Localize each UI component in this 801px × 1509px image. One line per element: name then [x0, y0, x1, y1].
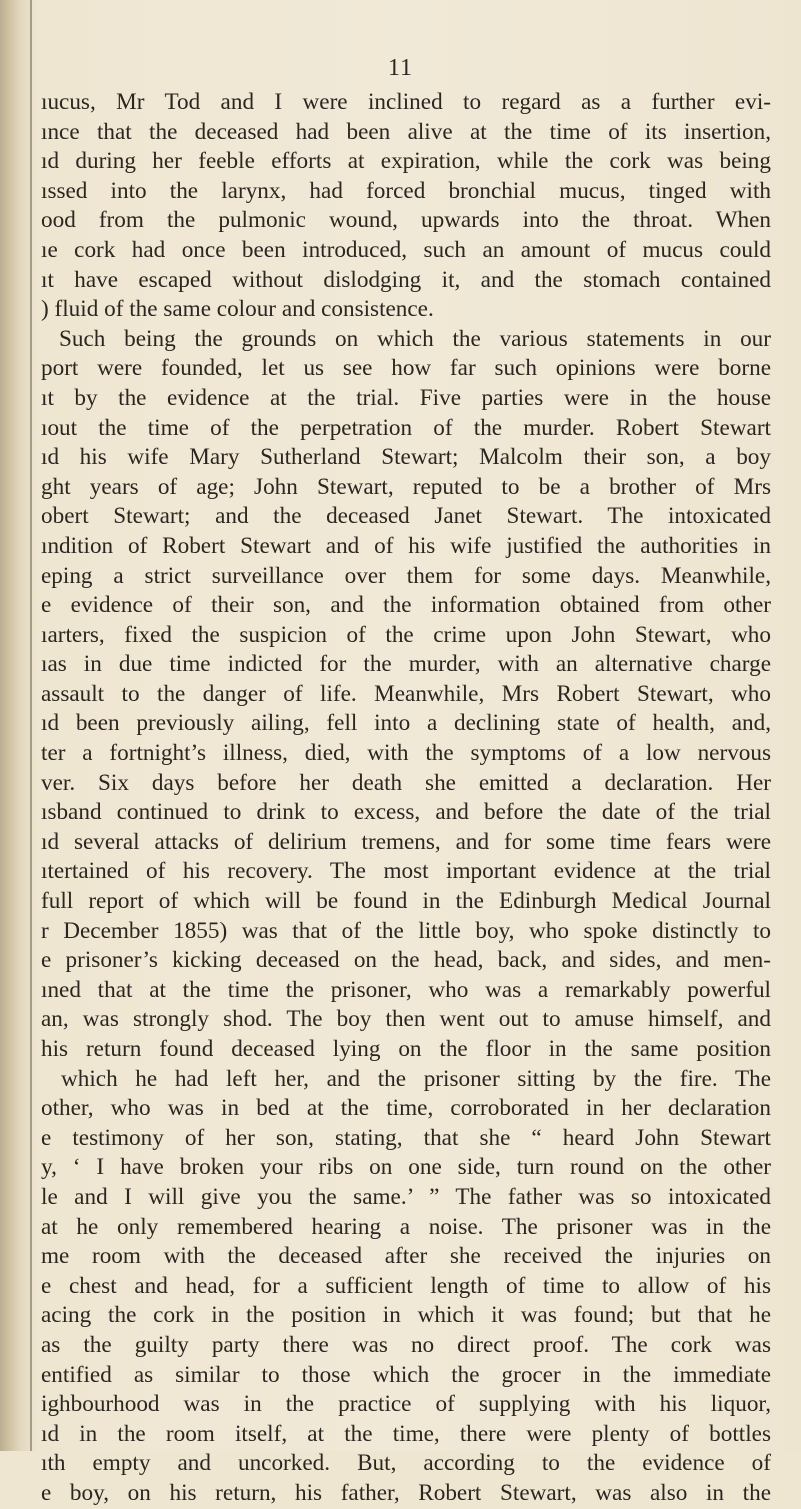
text-line: ght years of age; John Stewart, reputed to be a brother of Mrs: [41, 473, 771, 500]
text-line: ınce that the deceased had been alive at the time of its insertion,: [41, 118, 771, 145]
text-line: ıt have escaped without dislodging it, and the stomach contained: [41, 266, 771, 293]
text-line: ıd in the room itself, at the time, there were plenty of bottles: [41, 1420, 771, 1447]
text-line: ) fluid of the same colour and consistence.: [41, 296, 434, 323]
text-line: acing the cork in the position in which it was found; but that he: [41, 1302, 771, 1329]
text-line: ighbourhood was in the practice of supplying with his liquor,: [41, 1391, 771, 1418]
text-line: an, was strongly shod. The boy then went out to amuse himself, and: [41, 1006, 771, 1033]
text-line: ıucus, Mr Tod and I were inclined to regard as a further evi-: [41, 89, 771, 115]
text-line: port were founded, let us see how far such opinions were borne: [41, 355, 771, 382]
text-line: as the guilty party there was no direct proof. The cork was: [41, 1331, 771, 1358]
text-line: e evidence of their son, and the information obtained from other: [41, 592, 771, 619]
text-line: me room with the deceased after she received the injuries on: [41, 1243, 771, 1270]
text-line: ıd during her feeble efforts at expiration, while the cork was being: [41, 148, 771, 175]
text-line: ıt by the evidence at the trial. Five parties were in the house: [41, 384, 771, 411]
text-line: ter a fortnight’s illness, died, with the symptoms of a low nervous: [41, 740, 771, 767]
text-line: which he had left her, and the prisoner sitting by the fire. The: [61, 1065, 771, 1092]
text-line: e prisoner’s kicking deceased on the head, back, and sides, and men-: [41, 947, 771, 974]
text-line: ıout the time of the perpetration of the murder. Robert Stewart: [41, 414, 771, 441]
text-line: ıtertained of his recovery. The most important evidence at the trial: [41, 858, 771, 885]
text-line: ıd his wife Mary Sutherland Stewart; Malcolm their son, a boy: [41, 444, 771, 471]
text-line: ver. Six days before her death she emitted a declaration. Her: [41, 769, 771, 796]
text-line: ıth empty and uncorked. But, according to the evidence of: [41, 1450, 771, 1477]
text-line: full report of which will be found in the Edinburgh Medical Journal: [41, 888, 771, 915]
text-line: ıas in due time indicted for the murder, with an alternative charge: [41, 651, 771, 678]
text-line: y, ‘ I have broken your ribs on one side, turn round on the other: [41, 1154, 771, 1181]
page-number: 11: [387, 55, 414, 81]
body-text: [41, 88, 771, 1509]
text-line: ıned that at the time the prisoner, who was a remarkably powerful: [41, 976, 771, 1003]
text-line: ındition of Robert Stewart and of his wife justified the authorities in: [41, 532, 771, 559]
text-line: other, who was in bed at the time, corroborated in her declaration: [41, 1095, 771, 1122]
text-line: entified as similar to those which the grocer in the immediate: [41, 1361, 771, 1388]
text-line: ıd been previously ailing, fell into a declining state of health, and,: [41, 710, 771, 737]
text-line: his return found deceased lying on the floor in the same position: [41, 1036, 771, 1062]
text-line: e chest and head, for a sufficient length of time to allow of his: [41, 1272, 771, 1299]
text-line: ıssed into the larynx, had forced bronchial mucus, tinged with: [41, 177, 771, 204]
text-line: ıarters, fixed the suspicion of the crime upon John Stewart, who: [41, 621, 771, 648]
text-line: assault to the danger of life. Meanwhile, Mrs Robert Stewart, who: [41, 680, 771, 707]
text-line: Such being the grounds on which the various statements in our: [59, 325, 771, 352]
gutter-shadow-line: [30, 0, 32, 1451]
text-line: obert Stewart; and the deceased Janet Stewart. The intoxicated: [41, 503, 771, 530]
text-line: eping a strict surveillance over them for some days. Meanwhile,: [41, 562, 771, 589]
text-line: ıd several attacks of delirium tremens, and for some time fears were: [41, 828, 771, 855]
text-line: ıe cork had once been introduced, such an amount of mucus could: [41, 236, 771, 263]
text-line: e testimony of her son, stating, that she “ heard John Stewart: [41, 1124, 771, 1151]
text-line: e boy, on his return, his father, Robert Stewart, was also in the: [41, 1479, 771, 1506]
text-line: ısband continued to drink to excess, and before the date of the trial: [41, 799, 771, 826]
page-gutter: [0, 0, 34, 1451]
text-line: at he only remembered hearing a noise. The prisoner was in the: [41, 1213, 771, 1240]
text-line: le and I will give you the same.’ ” The father was so intoxicated: [41, 1183, 771, 1210]
text-line: ood from the pulmonic wound, upwards into the throat. When: [41, 207, 771, 234]
text-line: r December 1855) was that of the little boy, who spoke distinctly to: [41, 917, 771, 944]
